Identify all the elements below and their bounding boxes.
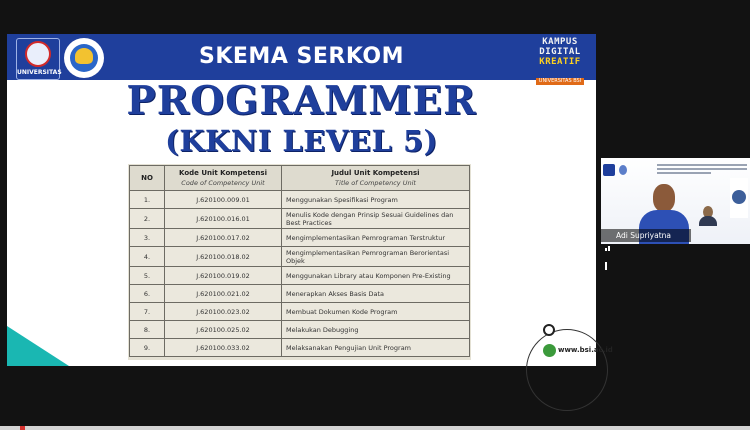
row-no: 7. xyxy=(130,303,165,321)
row-no: 1. xyxy=(130,191,165,209)
teal-corner-decoration xyxy=(7,326,69,366)
brand-line3: KREATIF xyxy=(539,57,581,67)
slide-banner xyxy=(7,34,596,84)
row-kode: J.620100.021.02 xyxy=(165,285,282,303)
bottom-indicator xyxy=(20,426,25,430)
ring-dot-decoration xyxy=(543,324,555,336)
row-kode: J.620100.023.02 xyxy=(165,303,282,321)
programmer-heading: PROGRAMMER xyxy=(126,78,477,124)
row-kode: J.620100.025.02 xyxy=(165,321,282,339)
university-logo-label: UNIVERSITAS xyxy=(17,69,62,76)
row-judul: Menerapkan Akses Basis Data xyxy=(282,285,470,303)
participant-name-bar xyxy=(601,229,691,242)
table-row xyxy=(130,247,470,267)
competency-table-container xyxy=(128,164,471,360)
slide-title: SKEMA SERKOM xyxy=(199,44,404,69)
header-judul-label: Judul Unit Kompetensi xyxy=(331,169,420,177)
table-row xyxy=(130,267,470,285)
row-kode: J.620100.033.02 xyxy=(165,339,282,357)
row-kode: J.620100.018.02 xyxy=(165,247,282,267)
bg-logo-icon xyxy=(603,164,615,176)
row-judul: Menggunakan Library atau Komponen Pre-Existing xyxy=(282,267,470,285)
video-background-banner xyxy=(601,162,750,176)
header-kode-sub: Code of Competency Unit xyxy=(181,179,265,187)
table-row xyxy=(130,285,470,303)
header-kode xyxy=(165,166,282,191)
table-row xyxy=(130,303,470,321)
brand-line1: KAMPUS xyxy=(542,37,578,47)
row-no: 9. xyxy=(130,339,165,357)
website-label: www.bsi.ac.id xyxy=(558,346,613,354)
row-judul: Mengimplementasikan Pemrograman Berorientasi Objek xyxy=(282,247,470,267)
header-no: NO xyxy=(130,166,165,191)
kampus-digital-kreatif-logo xyxy=(530,37,590,84)
row-kode: J.620100.017.02 xyxy=(165,229,282,247)
bottom-strip xyxy=(0,426,750,430)
shared-slide xyxy=(7,34,613,366)
row-judul: Menggunakan Spesifikasi Program xyxy=(282,191,470,209)
header-judul-sub: Title of Competency Unit xyxy=(335,179,416,187)
competency-table xyxy=(129,165,470,357)
globe-icon xyxy=(543,344,556,357)
brand-line2: DIGITAL xyxy=(539,47,581,57)
participant-name: Adi Supriyatna xyxy=(616,231,671,240)
bg-portrait-icon xyxy=(732,190,746,204)
table-header-row xyxy=(130,166,470,191)
row-judul: Melaksanakan Pengujian Unit Program xyxy=(282,339,470,357)
row-kode: J.620100.009.01 xyxy=(165,191,282,209)
row-kode: J.620100.016.01 xyxy=(165,209,282,229)
table-row xyxy=(130,321,470,339)
row-kode: J.620100.019.02 xyxy=(165,267,282,285)
table-row xyxy=(130,191,470,209)
row-no: 5. xyxy=(130,267,165,285)
row-no: 8. xyxy=(130,321,165,339)
row-judul: Membuat Dokumen Kode Program xyxy=(282,303,470,321)
brand-line4: UNIVERSITAS BSI xyxy=(536,78,584,85)
bg-emblem-icon xyxy=(619,165,627,175)
row-no: 3. xyxy=(130,229,165,247)
header-judul xyxy=(282,166,470,191)
row-judul: Melakukan Debugging xyxy=(282,321,470,339)
table-row xyxy=(130,209,470,229)
row-no: 6. xyxy=(130,285,165,303)
bg-side-panel xyxy=(730,178,748,218)
header-kode-label: Kode Unit Kompetensi xyxy=(179,169,267,177)
row-judul: Mengimplementasikan Pemrograman Terstruktur xyxy=(282,229,470,247)
bg-text-lines xyxy=(657,164,747,176)
row-no: 4. xyxy=(130,247,165,267)
table-row xyxy=(130,339,470,357)
table-row xyxy=(130,229,470,247)
kkni-level-heading: (KKNI LEVEL 5) xyxy=(165,124,438,158)
bg-small-person-body xyxy=(699,216,717,226)
row-no: 2. xyxy=(130,209,165,229)
circle-arc-decoration xyxy=(526,329,608,411)
participant-head xyxy=(653,184,675,212)
row-judul: Menulis Kode dengan Prinsip Sesuai Guidelines dan Best Practices xyxy=(282,209,470,229)
signal-bars-icon xyxy=(605,232,613,240)
